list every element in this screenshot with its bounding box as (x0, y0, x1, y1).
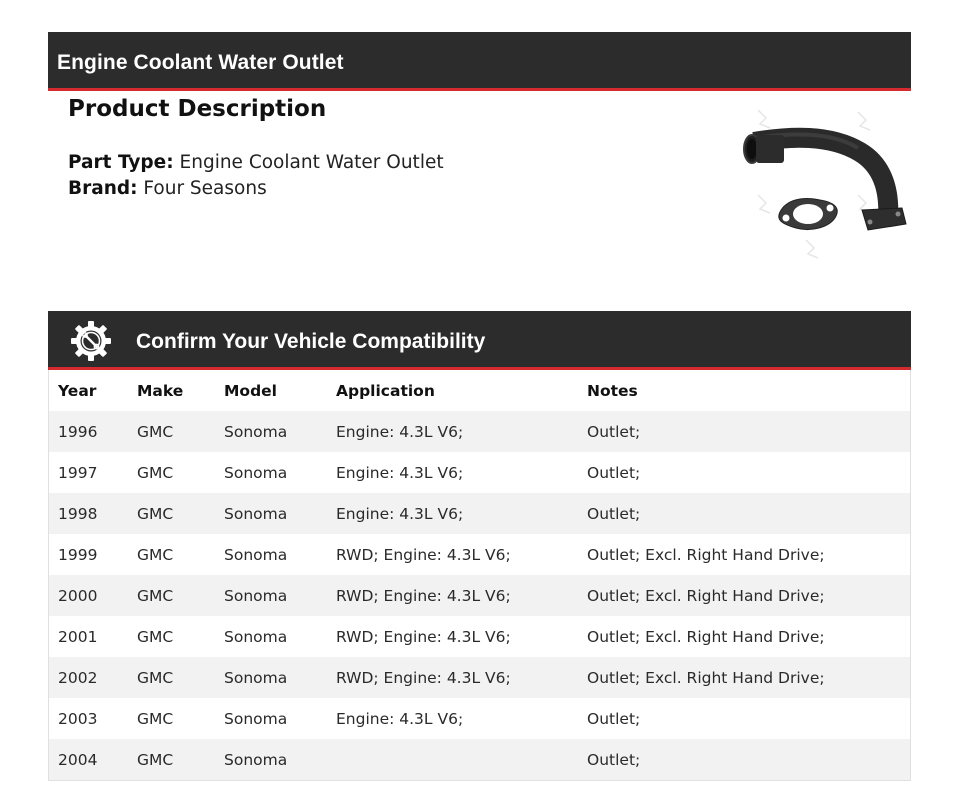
cell-model: Sonoma (215, 534, 327, 575)
cell-make: GMC (128, 657, 215, 698)
cell-model: Sonoma (215, 493, 327, 534)
cell-application: Engine: 4.3L V6; (327, 493, 578, 534)
cell-make: GMC (128, 534, 215, 575)
cell-year: 1996 (49, 411, 128, 452)
cell-year: 2003 (49, 698, 128, 739)
table-row (49, 657, 910, 698)
part-type-line (68, 152, 444, 173)
cell-notes: Outlet; (578, 452, 910, 493)
table-row (49, 739, 910, 780)
part-type-value: Engine Coolant Water Outlet (179, 152, 444, 173)
table-row (49, 411, 910, 452)
cell-model: Sonoma (215, 575, 327, 616)
cell-make: GMC (128, 739, 215, 780)
cell-year: 1998 (49, 493, 128, 534)
cell-application: Engine: 4.3L V6; (327, 698, 578, 739)
cell-year: 2002 (49, 657, 128, 698)
cell-notes: Outlet; (578, 739, 910, 780)
column-header-application: Application (327, 370, 578, 411)
cell-notes: Outlet; (578, 698, 910, 739)
product-title: Engine Coolant Water Outlet (57, 51, 344, 74)
column-header-model: Model (215, 370, 327, 411)
cell-notes: Outlet; Excl. Right Hand Drive; (578, 657, 910, 698)
cell-application: RWD; Engine: 4.3L V6; (327, 534, 578, 575)
cell-make: GMC (128, 452, 215, 493)
cell-application (327, 739, 578, 780)
cell-make: GMC (128, 493, 215, 534)
compatibility-table (49, 370, 910, 780)
product-image (730, 100, 910, 260)
cell-model: Sonoma (215, 411, 327, 452)
part-type-label: Part Type: (68, 152, 174, 173)
cell-application: RWD; Engine: 4.3L V6; (327, 657, 578, 698)
cell-make: GMC (128, 698, 215, 739)
table-row (49, 575, 910, 616)
cell-model: Sonoma (215, 452, 327, 493)
gear-wrench-icon (70, 320, 112, 362)
cell-make: GMC (128, 575, 215, 616)
cell-application: Engine: 4.3L V6; (327, 411, 578, 452)
cell-year: 2001 (49, 616, 128, 657)
cell-notes: Outlet; (578, 411, 910, 452)
column-header-year: Year (49, 370, 128, 411)
cell-application: Engine: 4.3L V6; (327, 452, 578, 493)
cell-model: Sonoma (215, 657, 327, 698)
vehicle-compatibility-bar (48, 311, 911, 370)
cell-model: Sonoma (215, 698, 327, 739)
cell-year: 2000 (49, 575, 128, 616)
table-row (49, 616, 910, 657)
product-title-bar (48, 32, 911, 91)
column-header-make: Make (128, 370, 215, 411)
column-header-notes: Notes (578, 370, 910, 411)
cell-notes: Outlet; Excl. Right Hand Drive; (578, 575, 910, 616)
cell-year: 1997 (49, 452, 128, 493)
brand-label: Brand: (68, 178, 138, 199)
table-row (49, 698, 910, 739)
cell-application: RWD; Engine: 4.3L V6; (327, 575, 578, 616)
cell-notes: Outlet; Excl. Right Hand Drive; (578, 534, 910, 575)
brand-value: Four Seasons (143, 178, 267, 199)
cell-notes: Outlet; (578, 493, 910, 534)
table-row (49, 534, 910, 575)
cell-model: Sonoma (215, 616, 327, 657)
table-row (49, 493, 910, 534)
cell-application: RWD; Engine: 4.3L V6; (327, 616, 578, 657)
cell-model: Sonoma (215, 739, 327, 780)
brand-line (68, 178, 267, 199)
compatibility-table-wrapper (48, 370, 911, 781)
cell-notes: Outlet; Excl. Right Hand Drive; (578, 616, 910, 657)
table-header-row (49, 370, 910, 411)
cell-year: 1999 (49, 534, 128, 575)
product-description-heading: Product Description (68, 96, 327, 122)
cell-make: GMC (128, 411, 215, 452)
table-row (49, 452, 910, 493)
cell-make: GMC (128, 616, 215, 657)
compatibility-title: Confirm Your Vehicle Compatibility (136, 330, 486, 353)
cell-year: 2004 (49, 739, 128, 780)
